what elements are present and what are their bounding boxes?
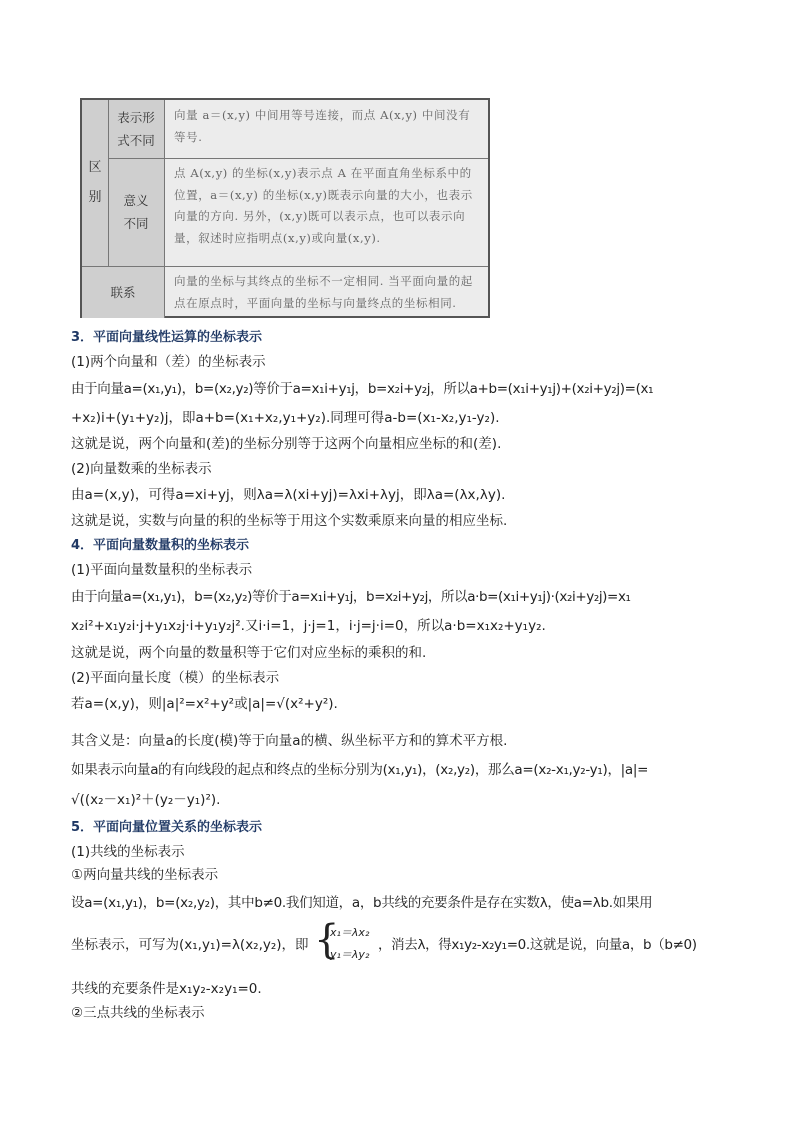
section-3-line1: 由于向量a=(x₁,y₁)，b=(x₂,y₂)等价于a=x₁i+y₁j，b=x₂i+y₂j，所以a+b=(x₁i+y₁j)+(x₂i+y₂j)=(x₁ xyxy=(71,381,654,397)
section-4-line6: 如果表示向量a的有向线段的起点和终点的坐标分别为(x₁,y₁)，(x₂,y₂)，那么a=(x₂-x₁,y₂-y₁)，|a|= xyxy=(71,762,649,778)
section-5-heading: 5．平面向量位置关系的坐标表示 xyxy=(71,820,263,835)
section-3-sub1: (1)两个向量和（差）的坐标表示 xyxy=(71,354,266,370)
section-4-line7: √((x₂－x₁)²＋(y₂－y₁)²). xyxy=(71,792,221,808)
section-4-line1: 由于向量a=(x₁,y₁)，b=(x₂,y₂)等价于a=x₁i+y₁j，b=x₂i+y₂j，所以a·b=(x₁i+y₁j)·(x₂i+y₂j)=x₁ xyxy=(71,589,631,605)
section-3-line5: 这就是说，实数与向量的积的坐标等于用这个实数乘原来向量的相应坐标. xyxy=(71,513,508,529)
table-group-label: 区别 xyxy=(82,100,108,266)
row1-label: 表示形式不同 xyxy=(108,100,164,158)
section-5-line2b: ，消去λ，得x₁y₂-x₂y₁=0.这就是说，向量a，b（b≠0) xyxy=(378,937,697,953)
equation-system xyxy=(314,917,378,966)
section-5-line1: 设a=(x₁,y₁)，b=(x₂,y₂)，其中b≠0.我们知道，a，b共线的充要条件是存在实数λ，使a=λb.如果用 xyxy=(71,895,653,911)
section-4-line2: x₂i²+x₁y₂i·j+y₁x₂j·i+y₁y₂j².又i·i=1，j·j=1，i·j=j·i=0，所以a·b=x₁x₂+y₁y₂. xyxy=(71,618,546,634)
section-3-line2: +x₂)i+(y₁+y₂)j，即a+b=(x₁+x₂,y₁+y₂).同理可得a-b=(x₁-x₂,y₁-y₂). xyxy=(71,410,500,426)
section-3-line3: 这就是说，两个向量和(差)的坐标分别等于这两个向量相应坐标的和(差). xyxy=(71,436,502,452)
section-5-sub2: ②三点共线的坐标表示 xyxy=(71,1005,205,1021)
section-4-sub2: (2)平面向量长度（模）的坐标表示 xyxy=(71,670,280,686)
section-4-line5: 其含义是：向量a的长度(模)等于向量a的横、纵坐标平方和的算术平方根. xyxy=(71,733,508,749)
section-4-sub1: (1)平面向量数量积的坐标表示 xyxy=(71,562,253,578)
section-5-sub1: (1)共线的坐标表示 xyxy=(71,844,185,860)
section-4-line4: 若a=(x,y)，则|a|²=x²+y²或|a|=√(x²+y²). xyxy=(71,696,338,712)
row3-text: 向量的坐标与其终点的坐标不一定相同. 当平面向量的起点在原点时，平面向量的坐标与向量终点的坐标相同. xyxy=(174,274,473,310)
section-3-heading: 3．平面向量线性运算的坐标表示 xyxy=(71,330,263,345)
system-eq1: x₁＝λx₂ xyxy=(330,926,370,939)
section-5-line2a: 坐标表示，可写为(x₁,y₁)=λ(x₂,y₂)，即 xyxy=(71,937,309,953)
section-5-sub1a: ①两向量共线的坐标表示 xyxy=(71,867,219,883)
section-4-line3: 这就是说，两个向量的数量积等于它们对应坐标的乘积的和. xyxy=(71,645,427,661)
row1-text: 向量 a＝(x,y) 中间用等号连接，而点 A(x,y) 中间没有等号. xyxy=(174,108,471,144)
row3-label: 联系 xyxy=(82,266,164,318)
section-5-line3: 共线的充要条件是x₁y₂-x₂y₁=0. xyxy=(71,981,262,997)
comparison-table xyxy=(80,98,490,318)
section-4-heading: 4．平面向量数量积的坐标表示 xyxy=(71,538,250,553)
row2-text: 点 A(x,y) 的坐标(x,y)表示点 A 在平面直角坐标系中的位置，a＝(x,y) 的坐标(x,y)既表示向量的大小，也表示向量的方向. 另外，(x,y)既可以表示点，也可以表示向量，叙述时应指明点(x,y)或向量(x,y). xyxy=(174,166,473,245)
section-3-sub2: (2)向量数乘的坐标表示 xyxy=(71,461,212,477)
row2-label: 意义不同 xyxy=(108,158,164,266)
system-brace: { xyxy=(314,917,340,963)
system-eq2: y₁＝λy₂ xyxy=(330,948,370,961)
section-3-line4: 由a=(x,y)，可得a=xi+yj，则λa=λ(xi+yj)=λxi+λyj，即λa=(λx,λy). xyxy=(71,487,506,503)
